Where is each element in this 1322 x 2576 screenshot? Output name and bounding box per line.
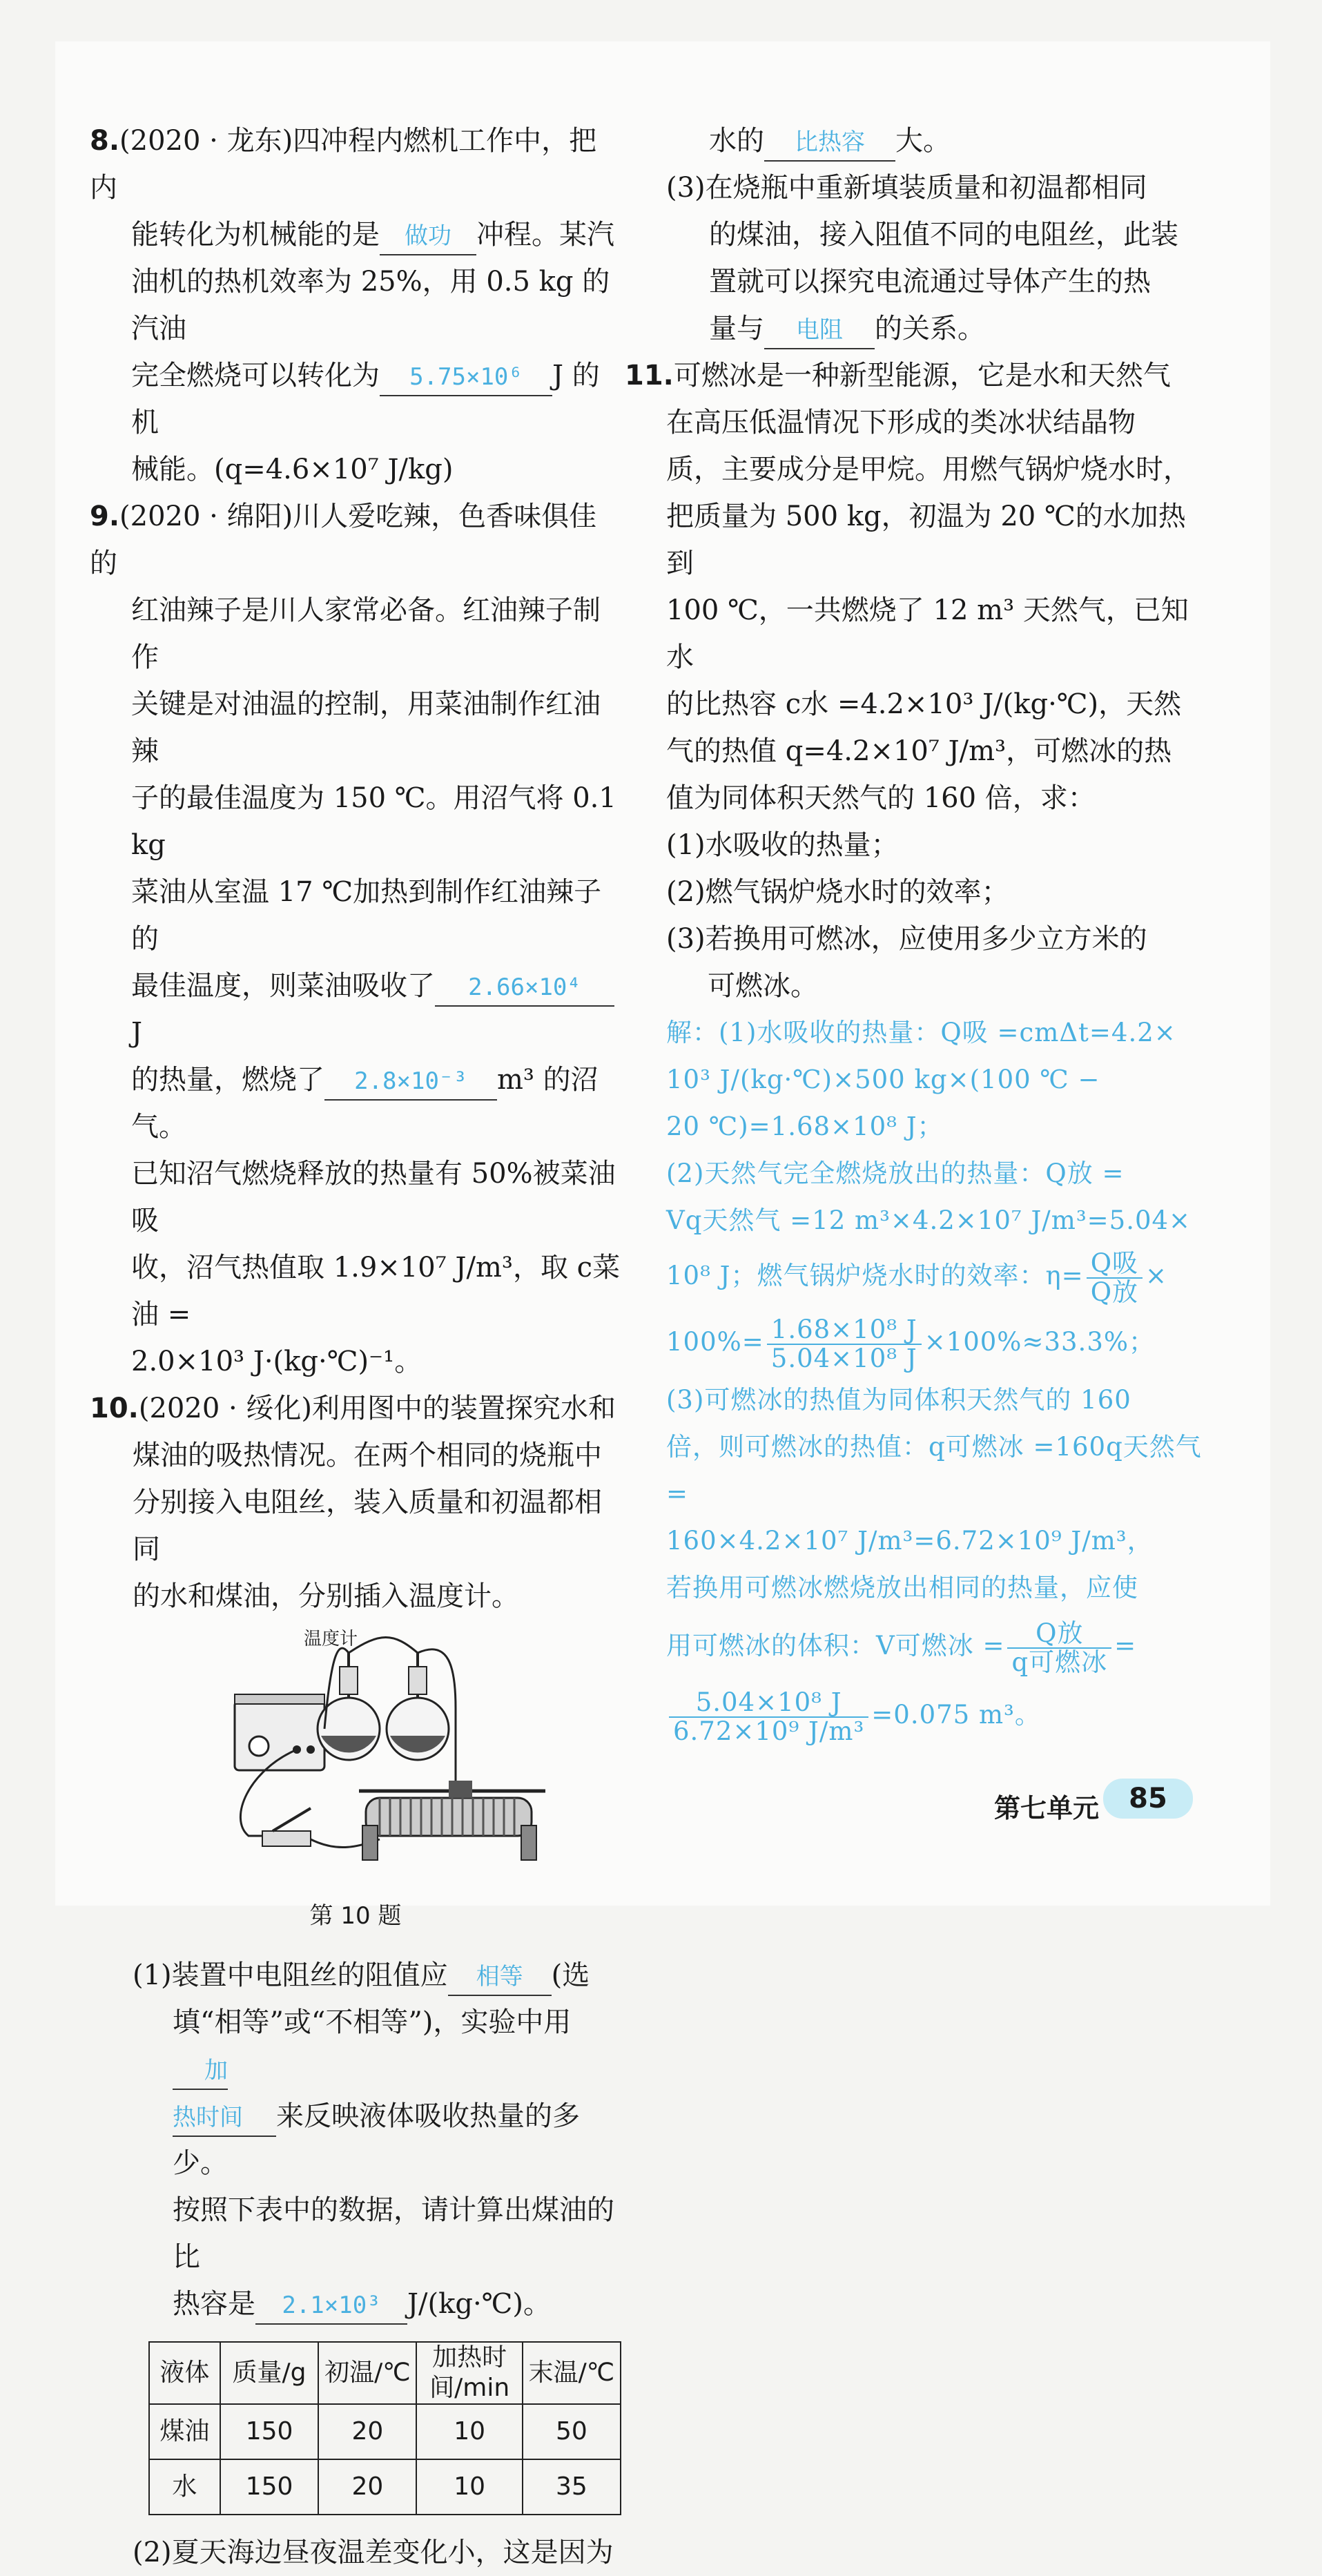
answer-blank: 热时间 <box>173 2100 276 2137</box>
table-cell: 水 <box>149 2459 220 2515</box>
solution-text: 10⁸ J；燃气锅炉烧水时的效率：η= <box>666 1261 1084 1290</box>
text: (2020 · 绵阳)川人爱吃辣，色香味俱佳的 <box>90 501 597 579</box>
apparatus-figure <box>221 1625 580 1874</box>
text: 子的最佳温度为 150 ℃。用沼气将 0.1 kg <box>131 782 616 861</box>
text: 完全燃烧可以转化为 <box>131 360 380 391</box>
solution-line: 解：(1)水吸收的热量：Q吸 =cmΔt=4.2× <box>666 1018 1176 1047</box>
right-column <box>625 117 1205 1750</box>
text: 械能。(q=4.6×10⁷ J/kg) <box>131 454 454 485</box>
switch <box>262 1831 311 1846</box>
text: (3)若换用可燃冰，应使用多少立方米的 <box>666 923 1147 955</box>
table-cell: 35 <box>523 2459 621 2515</box>
table-cell: 150 <box>220 2459 319 2515</box>
knob-icon <box>249 1736 269 1756</box>
text: 冲程。某汽 <box>476 219 614 251</box>
solution-text: 100%= <box>666 1327 764 1357</box>
text: 在高压低温情况下形成的类冰状结晶物 <box>666 407 1136 438</box>
solution-text: × <box>1145 1261 1168 1290</box>
answer-blank: 做功 <box>380 218 476 255</box>
solution-line: (2)天然气完全燃烧放出的热量：Q放 = <box>666 1159 1125 1188</box>
text: 红油辣子是川人家常必备。红油辣子制作 <box>131 594 601 673</box>
solution-line: (3)可燃冰的热值为同体积天然气的 160 <box>666 1385 1131 1415</box>
text: J/(kg·℃)。 <box>407 2288 552 2320</box>
text: 关键是对油温的控制，用菜油制作红油辣 <box>131 688 601 767</box>
question-8 <box>90 117 621 493</box>
question-number: 11. <box>625 360 674 391</box>
text: (2)夏天海边昼夜温差变化小，这是因为 <box>133 2537 614 2568</box>
table-cell: 煤油 <box>149 2404 220 2459</box>
text: 质，主要成分是甲烷。用燃气锅炉烧水时， <box>666 454 1191 485</box>
text: 2.0×10³ J·(kg·℃)⁻¹。 <box>131 1346 422 1377</box>
fraction <box>767 1316 922 1373</box>
denominator: 6.72×10⁹ J/m³ <box>673 1716 865 1746</box>
text: 气的热值 q=4.2×10⁷ J/m³，可燃冰的热 <box>666 735 1172 767</box>
text: (2020 · 龙东)四冲程内燃机工作中，把内 <box>90 125 597 204</box>
answer-blank: 2.1×10³ <box>255 2287 407 2325</box>
numerator: 1.68×10⁸ J <box>767 1316 922 1345</box>
solution-text: ×100%≈33.3%； <box>924 1327 1156 1357</box>
text: 的煤油，接入阻值不同的电阻丝，此装 <box>709 219 1178 251</box>
fraction <box>1087 1250 1143 1306</box>
text: 来反映液体吸收热量的多少。 <box>173 2100 580 2179</box>
text: 按照下表中的数据，请计算出煤油的比 <box>173 2194 614 2273</box>
solution-line: 10³ J/(kg·℃)×500 kg×(100 ℃ − <box>666 1065 1100 1094</box>
question-11 <box>625 352 1205 1750</box>
text: 分别接入电阻丝，装入质量和初温都相同 <box>133 1486 602 1565</box>
answer-blank: 5.75×10⁶ <box>380 359 552 396</box>
solution-line: Vq天然气 =12 m³×4.2×10⁷ J/m³=5.04× <box>666 1205 1192 1235</box>
solution-line: 若换用可燃冰燃烧放出相同的热量，应使 <box>666 1573 1138 1602</box>
text: (3)在烧瓶中重新填装质量和初温都相同 <box>666 172 1147 204</box>
question-number: 10. <box>90 1393 139 1424</box>
table-header: 质量/g <box>220 2342 319 2404</box>
text: 菜油从室温 17 ℃加热到制作红油辣子的 <box>131 876 602 955</box>
answer-blank: 比热容 <box>764 124 895 162</box>
denominator: q可燃冰 <box>1011 1647 1108 1677</box>
table-cell: 10 <box>416 2404 522 2459</box>
text: (1)水吸收的热量； <box>666 829 899 861</box>
answer-blank: 电阻 <box>764 312 875 349</box>
data-table <box>148 2341 621 2515</box>
answer-blank: 2.66×10⁴ <box>435 969 614 1007</box>
text: 能转化为机械能的是 <box>131 219 380 251</box>
answer-blank: 相等 <box>448 1959 552 1996</box>
text: (2)燃气锅炉烧水时的效率； <box>666 876 1009 908</box>
figure-caption: 第 10 题 <box>309 1902 402 1930</box>
table-row <box>149 2404 621 2459</box>
text: 置就可以探究电流通过导体产生的热 <box>709 266 1151 298</box>
text: 填“相等”或“不相等”)，实验中用 <box>173 2006 572 2038</box>
left-column <box>90 117 621 2576</box>
table-header: 加热时间/min <box>416 2342 522 2404</box>
solution <box>625 1009 1205 1750</box>
text: 煤油的吸热情况。在两个相同的烧瓶中 <box>133 1440 602 1471</box>
text: 水的 <box>709 125 764 157</box>
text: 的水和煤油，分别插入温度计。 <box>133 1580 519 1612</box>
text: 油机的热机效率为 25%，用 0.5 kg 的汽油 <box>131 266 610 345</box>
numerator: 5.04×10⁸ J <box>669 1689 868 1718</box>
solution-text: = <box>1114 1631 1137 1660</box>
thermometer-label: 温度计 <box>304 1629 358 1649</box>
table-cell: 20 <box>318 2459 416 2515</box>
question-10 <box>90 1385 621 2576</box>
fraction <box>1007 1620 1111 1676</box>
text: J 的机 <box>131 360 600 438</box>
table-header: 末温/℃ <box>523 2342 621 2404</box>
text: m³ 的沼气。 <box>131 1064 599 1143</box>
text: 的关系。 <box>875 313 985 345</box>
solution-line: 20 ℃)=1.68×10⁸ J； <box>666 1112 944 1141</box>
table-row <box>149 2459 621 2515</box>
text: 大。 <box>895 125 951 157</box>
text: 把质量为 500 kg，初温为 20 ℃的水加热到 <box>666 501 1186 579</box>
text: 可燃冰。 <box>708 970 818 1002</box>
fraction <box>669 1689 868 1745</box>
text: 值为同体积天然气的 160 倍，求： <box>666 782 1096 814</box>
denominator: 5.04×10⁸ J <box>770 1343 917 1373</box>
table-header: 初温/℃ <box>318 2342 416 2404</box>
table-header-row <box>149 2342 621 2404</box>
text: 量与 <box>709 313 764 345</box>
text: 100 ℃，一共燃烧了 12 m³ 天然气，已知水 <box>666 594 1189 673</box>
solution-line: 160×4.2×10⁷ J/m³=6.72×10⁹ J/m³， <box>666 1526 1154 1556</box>
text: (1)装置中电阻丝的阻值应 <box>133 1959 448 1991</box>
question-9 <box>90 493 621 1385</box>
answer-blank: 2.8×10⁻³ <box>324 1063 497 1101</box>
table-cell: 150 <box>220 2404 319 2459</box>
text: (2020 · 绥化)利用图中的装置探究水和 <box>138 1393 616 1424</box>
text: 最佳温度，则菜油吸收了 <box>131 970 435 1002</box>
text: 热容是 <box>173 2288 255 2320</box>
unit-label: 第七单元 <box>994 1793 1100 1823</box>
solution-text: 用可燃冰的体积：V可燃冰 = <box>666 1631 1005 1660</box>
question-number: 8. <box>90 125 120 157</box>
text: 收，沼气热值取 1.9×10⁷ J/m³，取 c菜油 = <box>131 1252 621 1330</box>
text: (选 <box>551 1959 590 1991</box>
solution-text: =0.075 m³。 <box>871 1700 1041 1730</box>
answer-blank: 加 <box>173 2053 228 2090</box>
question-number: 9. <box>90 501 120 532</box>
solution-line: 倍，则可燃冰的热值：q可燃冰 =160q天然气 = <box>666 1432 1202 1509</box>
numerator: Q放 <box>1007 1620 1111 1649</box>
table-cell: 20 <box>318 2404 416 2459</box>
text: 的热量，燃烧了 <box>131 1064 324 1096</box>
table-header: 液体 <box>149 2342 220 2404</box>
table-cell: 50 <box>523 2404 621 2459</box>
text: J <box>131 1017 143 1049</box>
text: 的比热容 c水 =4.2×10³ J/(kg·℃)，天然 <box>666 688 1182 720</box>
denominator: Q放 <box>1090 1277 1139 1307</box>
numerator: Q吸 <box>1087 1250 1143 1279</box>
table-cell: 10 <box>416 2459 522 2515</box>
text: 已知沼气燃烧释放的热量有 50%被菜油吸 <box>131 1158 616 1237</box>
page-number: 85 <box>1103 1779 1193 1819</box>
text: 可燃冰是一种新型能源，它是水和天然气 <box>673 360 1171 391</box>
